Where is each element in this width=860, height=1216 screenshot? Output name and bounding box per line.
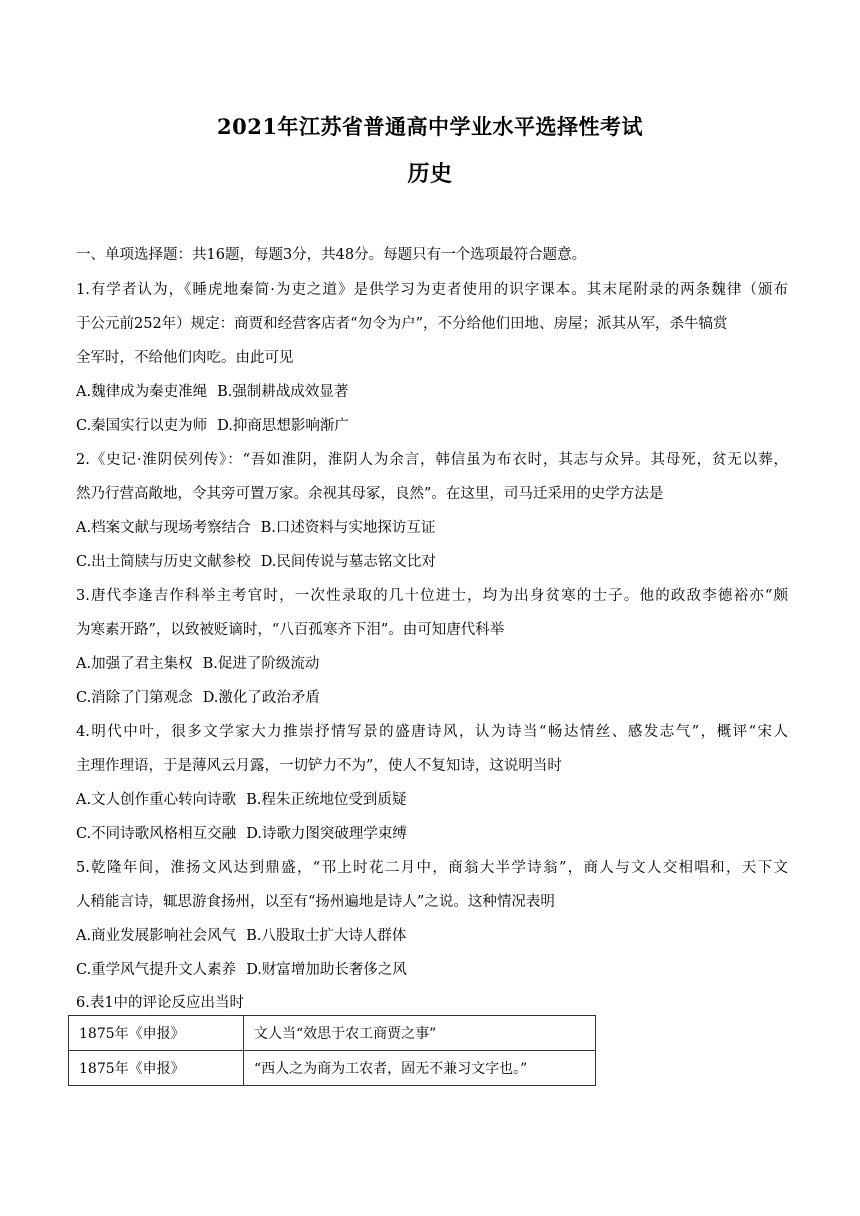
table-cell-source: 1875年《申报》 bbox=[69, 1051, 244, 1086]
q6-line-1: 6.表1中的评论反应出当时 bbox=[76, 995, 245, 1011]
q4-option-a[interactable]: A.文人创作重心转向诗歌 bbox=[76, 792, 237, 808]
q1-options-row-2 bbox=[76, 417, 788, 435]
q4-line-1: 4.明代中叶，很多文学家大力推崇抒情写景的盛唐诗风，认为诗当“畅达情丝、感发志气”，概评“宋人 bbox=[76, 724, 788, 740]
q5-line-1: 5.乾隆年间，淮扬文风达到鼎盛，“邗上时花二月中，商翁大半学诗翁”，商人与文人交相唱和，天下文 bbox=[76, 860, 788, 876]
q3-option-d[interactable]: D.激化了政治矛盾 bbox=[202, 690, 320, 706]
q2-option-b[interactable]: B.口述资料与实地探访互证 bbox=[260, 520, 436, 536]
q4-line-2: 主理作理语，于是薄风云月露，一切铲力不为”，使人不复知诗，这说明当时 bbox=[76, 758, 562, 774]
q1-option-d[interactable]: D.抑商思想影响渐广 bbox=[217, 418, 349, 434]
table-cell-source: 1875年《申报》 bbox=[69, 1016, 244, 1051]
q3-options-row-2 bbox=[76, 689, 788, 707]
q5-options-row-2 bbox=[76, 961, 788, 979]
q3-option-a[interactable]: A.加强了君主集权 bbox=[76, 656, 193, 672]
q1-line-1: 1.有学者认为，《睡虎地秦简·为吏之道》是供学习为吏者使用的识字课本。其末尾附录的两条魏律（颁布 bbox=[76, 282, 788, 298]
q2-option-d[interactable]: D.民间传说与墓志铭文比对 bbox=[260, 554, 436, 570]
q5-option-a[interactable]: A.商业发展影响社会风气 bbox=[76, 928, 237, 944]
q2-line-2: 然乃行营高敞地，令其旁可置万家。余视其母冢，良然”。在这里，司马迁采用的史学方法是 bbox=[76, 486, 664, 502]
q2-option-a[interactable]: A.档案文献与现场考察结合 bbox=[76, 520, 251, 536]
table-1 bbox=[68, 1015, 596, 1086]
table-row bbox=[69, 1051, 596, 1086]
q2-option-c[interactable]: C.出土简牍与历史文献参校 bbox=[76, 554, 251, 570]
table-cell-comment: 文人当“效思于农工商贾之事” bbox=[244, 1016, 596, 1051]
q4-option-b[interactable]: B.程朱正统地位受到质疑 bbox=[246, 792, 407, 808]
q1-line-2: 于公元前252年）规定：商贾和经营客店者“勿令为户”，不分给他们田地、房屋；派其从军，杀牛犒赏 bbox=[76, 316, 728, 332]
exam-title: 2021年江苏省普通高中学业水平选择性考试 bbox=[217, 114, 643, 139]
q4-options-row-2 bbox=[76, 825, 788, 843]
q4-option-c[interactable]: C.不同诗歌风格相互交融 bbox=[76, 826, 237, 842]
subject-title: 历史 bbox=[407, 161, 453, 187]
q2-line-1: 2.《史记·淮阴侯列传》：“吾如淮阴，淮阴人为余言，韩信虽为布衣时，其志与众异。其母死，贫无以葬， bbox=[76, 452, 788, 468]
q5-option-b[interactable]: B.八股取士扩大诗人群体 bbox=[246, 928, 407, 944]
q1-line-3: 全军时，不给他们肉吃。由此可见 bbox=[76, 350, 294, 366]
section-heading: 一、单项选择题：共16题，每题3分，共48分。每题只有一个选项最符合题意。 bbox=[76, 247, 587, 263]
q4-options-row-1 bbox=[76, 791, 788, 809]
q1-option-c[interactable]: C.秦国实行以吏为师 bbox=[76, 418, 208, 434]
q3-option-c[interactable]: C.消除了门第观念 bbox=[76, 690, 193, 706]
q5-option-d[interactable]: D.财富增加助长奢侈之风 bbox=[246, 962, 407, 978]
q1-option-a[interactable]: A.魏律成为秦吏准绳 bbox=[76, 384, 208, 400]
q1-options-row-1 bbox=[76, 383, 788, 401]
q3-line-1: 3.唐代李逢吉作科举主考官时，一次性录取的几十位进士，均为出身贫寒的士子。他的政敌李德裕亦“颇 bbox=[76, 588, 788, 604]
q3-options-row-1 bbox=[76, 655, 788, 673]
q5-options-row-1 bbox=[76, 927, 788, 945]
q4-option-d[interactable]: D.诗歌力图突破理学束缚 bbox=[246, 826, 407, 842]
table-row bbox=[69, 1016, 596, 1051]
q2-options-row-1 bbox=[76, 519, 788, 537]
q1-option-b[interactable]: B.强制耕战成效显著 bbox=[217, 384, 349, 400]
q3-option-b[interactable]: B.促进了阶级流动 bbox=[202, 656, 320, 672]
q5-option-c[interactable]: C.重学风气提升文人素养 bbox=[76, 962, 237, 978]
q3-line-2: 为寒素开路”，以致被贬谪时，“八百孤寒齐下泪”。由可知唐代科举 bbox=[76, 622, 505, 638]
table-cell-comment: “西人之为商为工农者，固无不兼习文字也。” bbox=[244, 1051, 596, 1086]
q2-options-row-2 bbox=[76, 553, 788, 571]
q5-line-2: 人稍能言诗，辄思游食扬州，以至有“扬州遍地是诗人”之说。这种情况表明 bbox=[76, 894, 555, 910]
